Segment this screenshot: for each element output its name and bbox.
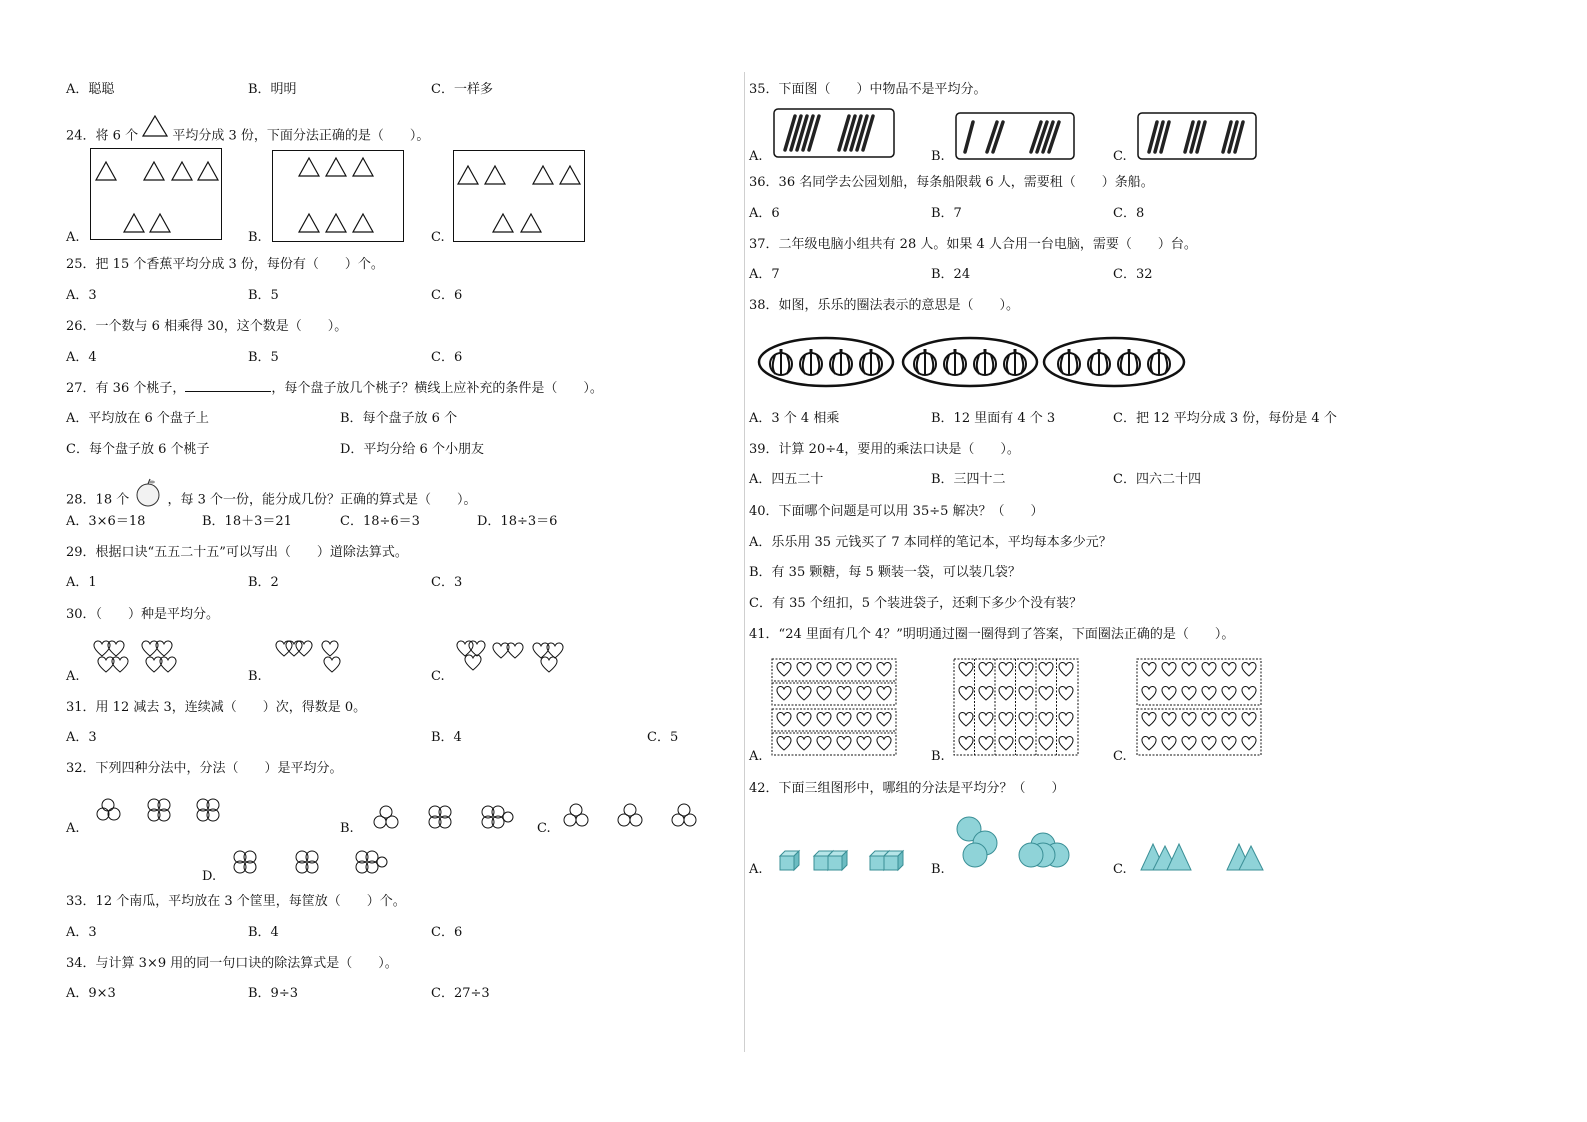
q30-hearts-c — [455, 640, 575, 680]
q41-hearts-grid-b — [953, 658, 1081, 758]
q23-option-c[interactable]: C．一样多 — [431, 82, 493, 97]
question-28 — [66, 485, 477, 515]
q40-option-c[interactable]: C．有 35 个纽扣，5 个装进袋子，还剩下多少个没有装？ — [749, 596, 1083, 611]
q32-option-c[interactable]: C. — [537, 821, 551, 836]
q31-option-a[interactable]: A．3 — [66, 730, 97, 745]
q40-option-a[interactable]: A．乐乐用 35 元钱买了 7 本同样的笔记本，平均每本多少元？ — [749, 535, 1112, 550]
question-25: 25．把 15 个香蕉平均分成 3 份，每份有（ ）个。 — [66, 257, 384, 272]
q42-option-a[interactable]: A. — [749, 862, 763, 877]
q24-stem-post: 平均分成 3 份，下面分法正确的是（ ）。 — [172, 128, 430, 144]
question-40: 40．下面哪个问题是可以用 35÷5 解决？（ ） — [749, 504, 1044, 519]
q38-option-a[interactable]: A．3 个 4 相乘 — [749, 411, 840, 426]
q39-option-c[interactable]: C．四六二十四 — [1113, 472, 1201, 487]
q29-option-c[interactable]: C．3 — [431, 575, 463, 590]
q25-option-a[interactable]: A．3 — [66, 288, 97, 303]
q42-cubes-a — [778, 848, 904, 874]
q27-option-d[interactable]: D．平均分给 6 个小朋友 — [340, 442, 484, 457]
question-35: 35．下面图（ ）中物品不是平均分。 — [749, 82, 987, 97]
question-33: 33．12 个南瓜，平均放在 3 个筐里，每筐放（ ）个。 — [66, 894, 406, 909]
q32-circles-a — [96, 796, 226, 826]
q38-pumpkin-groups — [757, 336, 1189, 388]
q26-option-c[interactable]: C．6 — [431, 350, 463, 365]
q28-stem-pre: 28．18 个 — [66, 492, 130, 508]
q40-option-b[interactable]: B．有 35 颗糖，每 5 颗装一袋，可以装几袋？ — [749, 565, 1021, 580]
q26-option-b[interactable]: B．5 — [248, 350, 279, 365]
q39-option-b[interactable]: B．三四十二 — [931, 472, 1006, 487]
q41-hearts-grid-c — [1136, 658, 1264, 758]
q30-hearts-a — [92, 640, 182, 680]
column-divider — [744, 72, 745, 1052]
q34-option-b[interactable]: B．9÷3 — [248, 986, 298, 1001]
q25-option-b[interactable]: B．5 — [248, 288, 279, 303]
question-39: 39．计算 20÷4，要用的乘法口诀是（ ）。 — [749, 442, 1020, 457]
q28-option-d[interactable]: D．18÷3＝6 — [477, 514, 558, 529]
q33-option-b[interactable]: B．4 — [248, 925, 279, 940]
triangle-icon — [142, 115, 168, 137]
q27-stem-post: ，每个盘子放几个桃子？横线上应补充的条件是（ ）。 — [271, 381, 603, 396]
q27-stem-pre: 27．有 36 个桃子， — [66, 381, 186, 396]
q38-option-b[interactable]: B．12 里面有 4 个 3 — [931, 411, 1056, 426]
q41-option-a[interactable]: A. — [749, 749, 763, 764]
q35-pencils-a — [773, 108, 895, 158]
q30-option-a[interactable]: A. — [66, 669, 80, 684]
q24-figure-b — [272, 150, 404, 242]
q37-option-c[interactable]: C．32 — [1113, 267, 1153, 282]
q42-triangles-c — [1139, 842, 1269, 874]
q41-option-b[interactable]: B. — [931, 749, 945, 764]
q32-circles-d — [230, 850, 400, 878]
q36-option-b[interactable]: B．7 — [931, 206, 962, 221]
question-32: 32．下列四种分法中，分法（ ）是平均分。 — [66, 761, 343, 776]
q24-option-b[interactable]: B. — [248, 230, 262, 245]
q36-option-a[interactable]: A．6 — [749, 206, 780, 221]
question-41: 41．“24 里面有几个 4？”明明通过圈一圈得到了答案，下面圈法正确的是（ ）。 — [749, 627, 1235, 642]
question-42: 42．下面三组图形中，哪组的分法是平均分？（ ） — [749, 781, 1065, 796]
q37-option-a[interactable]: A．7 — [749, 267, 780, 282]
question-24 — [66, 125, 429, 147]
q32-option-a[interactable]: A. — [66, 821, 80, 836]
q27-option-b[interactable]: B．每个盘子放 6 个 — [340, 411, 458, 426]
q26-option-a[interactable]: A．4 — [66, 350, 97, 365]
question-29: 29．根据口诀“五五二十五”可以写出（ ）道除法算式。 — [66, 545, 408, 560]
q42-circles-b — [955, 815, 1083, 875]
q36-option-c[interactable]: C．8 — [1113, 206, 1145, 221]
q24-figure-a — [90, 148, 222, 240]
q31-option-b[interactable]: B．4 — [431, 730, 462, 745]
question-34: 34．与计算 3×9 用的同一句口诀的除法算式是（ ）。 — [66, 956, 398, 971]
q35-pencils-b — [955, 112, 1075, 160]
q42-option-b[interactable]: B. — [931, 862, 945, 877]
q30-option-c[interactable]: C. — [431, 669, 445, 684]
q35-option-c[interactable]: C. — [1113, 149, 1127, 164]
q32-option-d[interactable]: D. — [202, 869, 217, 884]
q32-option-b[interactable]: B. — [340, 821, 354, 836]
q24-stem-pre: 24．将 6 个 — [66, 128, 139, 144]
q33-option-c[interactable]: C．6 — [431, 925, 463, 940]
q28-stem-post: ，每 3 个一份，能分成几份？正确的算式是（ ）。 — [167, 492, 477, 508]
q33-option-a[interactable]: A．3 — [66, 925, 97, 940]
q27-blank-line[interactable] — [185, 380, 271, 392]
q32-circles-c — [562, 802, 702, 832]
q38-option-c[interactable]: C．把 12 平均分成 3 份，每份是 4 个 — [1113, 411, 1337, 426]
q41-option-c[interactable]: C. — [1113, 749, 1127, 764]
q39-option-a[interactable]: A．四五二十 — [749, 472, 824, 487]
q30-hearts-b — [274, 640, 364, 680]
q35-pencils-c — [1137, 112, 1257, 160]
question-38: 38．如图，乐乐的圈法表示的意思是（ ）。 — [749, 298, 1020, 313]
q23-option-a[interactable]: A．聪聪 — [66, 82, 115, 97]
q34-option-a[interactable]: A．9×3 — [66, 986, 116, 1001]
q34-option-c[interactable]: C．27÷3 — [431, 986, 490, 1001]
q28-option-b[interactable]: B．18＋3＝21 — [202, 514, 292, 529]
q29-option-b[interactable]: B．2 — [248, 575, 279, 590]
q32-circles-b — [372, 804, 522, 834]
question-36: 36．36 名同学去公园划船，每条船限载 6 人，需要租（ ）条船。 — [749, 175, 1154, 190]
q35-option-a[interactable]: A. — [749, 149, 763, 164]
apple-icon — [133, 477, 163, 507]
q23-option-b[interactable]: B．明明 — [248, 82, 297, 97]
question-37: 37．二年级电脑小组共有 28 人。如果 4 人合用一台电脑，需要（ ）台。 — [749, 237, 1197, 252]
question-30: 30．（ ）种是平均分。 — [66, 607, 220, 622]
q31-option-c[interactable]: C．5 — [647, 730, 679, 745]
q41-hearts-grid-a — [771, 658, 899, 758]
q25-option-c[interactable]: C．6 — [431, 288, 463, 303]
q24-figure-c — [453, 150, 585, 242]
q42-option-c[interactable]: C. — [1113, 862, 1127, 877]
question-26: 26．一个数与 6 相乘得 30，这个数是（ ）。 — [66, 319, 348, 334]
question-31: 31．用 12 减去 3，连续减（ ）次，得数是 0。 — [66, 700, 367, 715]
question-27 — [66, 380, 603, 397]
q30-option-b[interactable]: B. — [248, 669, 262, 684]
q28-option-c[interactable]: C．18÷6＝3 — [340, 514, 420, 529]
q24-option-a[interactable]: A. — [66, 230, 80, 245]
q27-option-a[interactable]: A．平均放在 6 个盘子上 — [66, 411, 209, 426]
q28-option-a[interactable]: A．3×6＝18 — [66, 514, 146, 529]
q29-option-a[interactable]: A．1 — [66, 575, 97, 590]
q27-option-c[interactable]: C．每个盘子放 6 个桃子 — [66, 442, 210, 457]
q35-option-b[interactable]: B. — [931, 149, 945, 164]
q24-option-c[interactable]: C. — [431, 230, 445, 245]
q37-option-b[interactable]: B．24 — [931, 267, 971, 282]
